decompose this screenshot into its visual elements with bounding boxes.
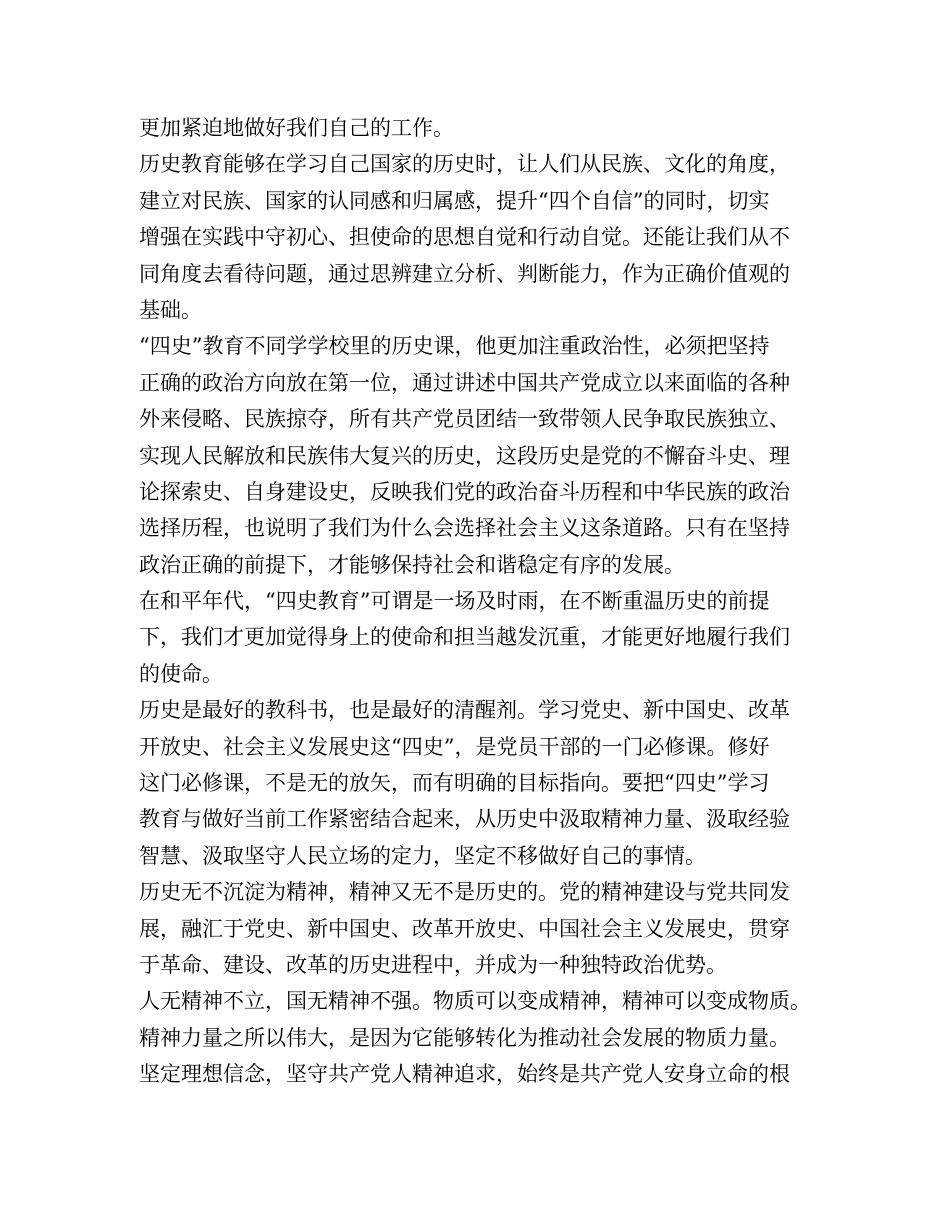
text-line: 精神力量之所以伟大，是因为它能够转化为推动社会发展的物质力量。	[139, 1025, 790, 1050]
text-line: 基础。	[139, 297, 202, 322]
text-line: 增强在实践中守初心、担使命的思想自觉和行动自觉。还能让我们从不	[139, 225, 790, 250]
text-line: 历史教育能够在学习自己国家的历史时，让人们从民族、文化的角度，	[139, 152, 790, 177]
text-line: 更加紧迫地做好我们自己的工作。	[139, 116, 454, 140]
text-line: 正确的政治方向放在第一位，通过讲述中国共产党成立以来面临的各种	[139, 370, 790, 395]
text-line: 在和平年代，“四史教育”可谓是一场及时雨，在不断重温历史的前提	[139, 589, 770, 614]
text-line: “四史”教育不同学学校里的历史课，他更加注重政治性，必须把坚持	[139, 334, 770, 359]
text-line: 实现人民解放和民族伟大复兴的历史，这段历史是党的不懈奋斗史、理	[139, 443, 790, 468]
text-line: 人无精神不立，国无精神不强。物质可以变成精神，精神可以变成物质。	[139, 989, 811, 1014]
text-line: 教育与做好当前工作紧密结合起来，从历史中汲取精神力量、汲取经验	[139, 807, 790, 832]
text-line: 下，我们才更加觉得身上的使命和担当越发沉重，才能更好地履行我们	[139, 625, 790, 650]
text-line: 于革命、建设、改革的历史进程中，并成为一种独特政治优势。	[139, 952, 727, 977]
text-line: 坚定理想信念，坚守共产党人精神追求，始终是共产党人安身立命的根	[139, 1062, 790, 1087]
text-line: 历史是最好的教科书，也是最好的清醒剂。学习党史、新中国史、改革	[139, 698, 790, 723]
text-line: 选择历程，也说明了我们为什么会选择社会主义这条道路。只有在坚持	[139, 516, 790, 541]
text-line: 建立对民族、国家的认同感和归属感，提升“四个自信”的同时，切实	[139, 188, 770, 213]
text-line: 外来侵略、民族掠夺，所有共产党员团结一致带领人民争取民族独立、	[139, 407, 790, 432]
text-line: 的使命。	[139, 661, 223, 686]
text-line: 论探索史、自身建设史，反映我们党的政治奋斗历程和中华民族的政治	[139, 479, 790, 504]
document-body	[139, 110, 839, 1093]
text-line: 同角度去看待问题，通过思辨建立分析、判断能力，作为正确价值观的	[139, 261, 790, 286]
text-line: 这门必修课，不是无的放矢，而有明确的目标指向。要把“四史”学习	[139, 771, 770, 796]
text-line: 展，融汇于党史、新中国史、改革开放史、中国社会主义发展史，贯穿	[139, 916, 790, 941]
text-line: 开放史、社会主义发展史这“四史”，是党员干部的一门必修课。修好	[139, 734, 770, 759]
text-line: 智慧、汲取坚守人民立场的定力，坚定不移做好自己的事情。	[139, 843, 706, 868]
text-line: 历史无不沉淀为精神，精神又无不是历史的。党的精神建设与党共同发	[139, 880, 790, 905]
text-line: 政治正确的前提下，才能够保持社会和谐稳定有序的发展。	[139, 552, 685, 577]
